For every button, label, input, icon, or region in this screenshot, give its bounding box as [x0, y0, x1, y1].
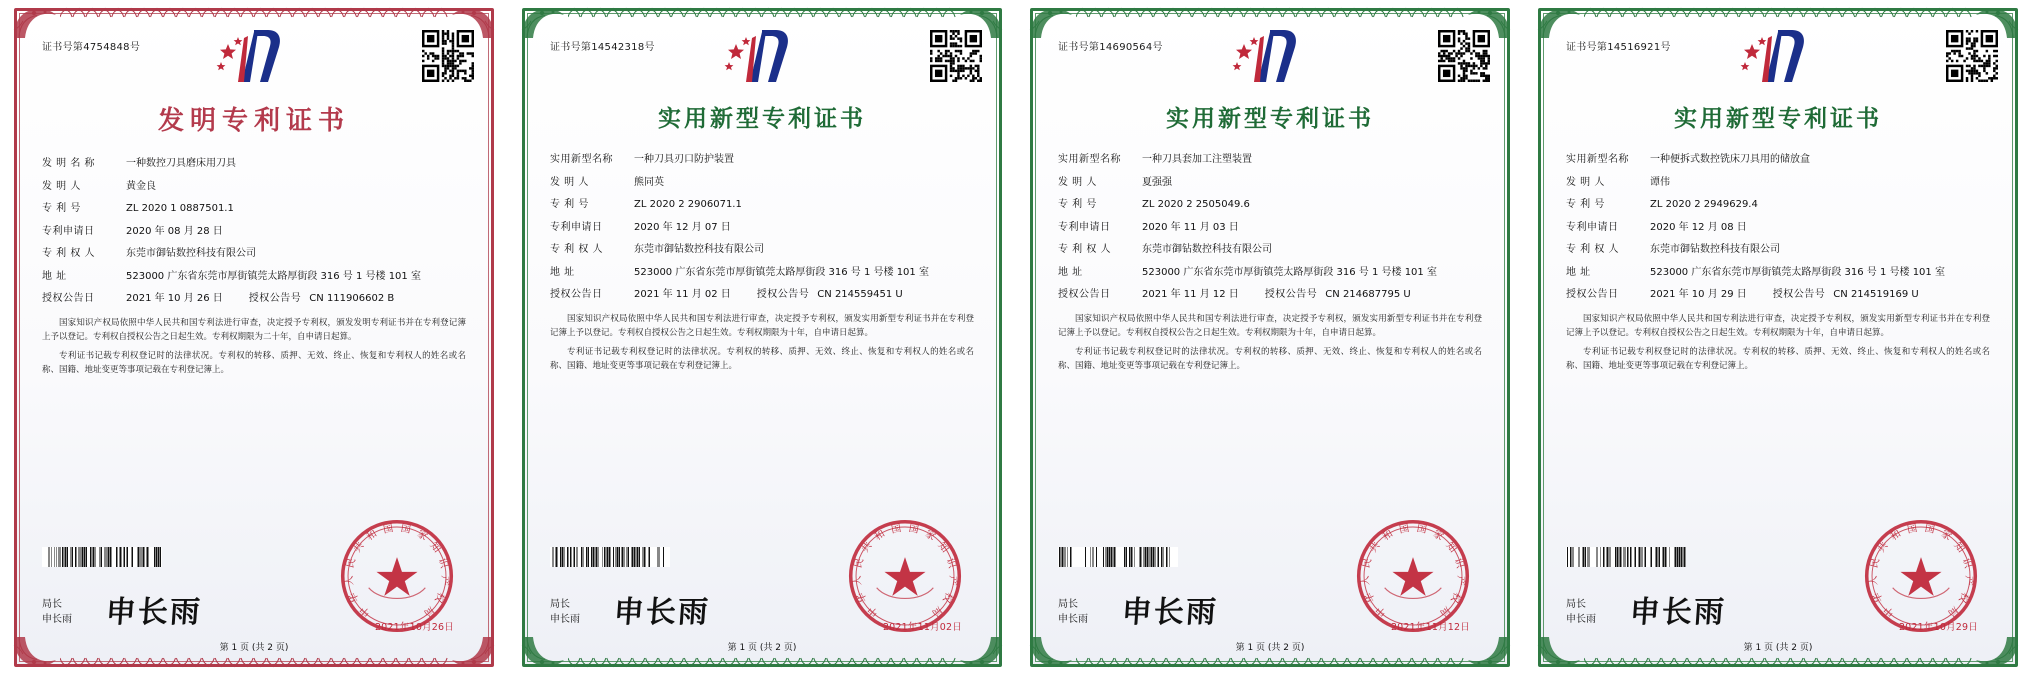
chief-signature-block: [550, 597, 580, 627]
field-label-secondary: 授权公告号: [248, 293, 302, 304]
chief-label: 局长: [42, 599, 62, 610]
official-seal-icon: [1354, 517, 1472, 635]
field-label: 地 址: [1058, 266, 1083, 278]
qr-code-icon: [422, 30, 474, 82]
field-row: [550, 198, 976, 212]
certificate-number-value: 14542318: [591, 42, 645, 53]
field-label: 专 利 号: [550, 199, 589, 210]
svg-text:局: 局: [1945, 603, 1961, 619]
certificate-content: [536, 22, 988, 653]
svg-text:权: 权: [940, 590, 955, 605]
svg-text:家: 家: [1430, 528, 1446, 544]
certificate-content: [28, 22, 480, 653]
svg-text:国: 国: [907, 523, 920, 536]
field-row: [550, 288, 976, 302]
field-value: 熊同英: [634, 176, 664, 188]
certificate-number: [550, 38, 655, 53]
chief-label: 局长: [1058, 599, 1078, 610]
field-row: [1566, 176, 1992, 190]
patent-certificate: [1524, 0, 2032, 677]
field-row: [1566, 266, 1992, 280]
certificate-number-label: 证书号第: [550, 42, 592, 53]
field-value: 一种数控刀具磨床用刀具: [126, 158, 236, 169]
chief-label: 局长: [550, 599, 570, 610]
field-label: 地 址: [42, 270, 67, 282]
field-value: 谭伟: [1650, 176, 1670, 188]
svg-text:识: 识: [1451, 556, 1466, 570]
svg-text:家: 家: [922, 528, 938, 544]
svg-text:产: 产: [1454, 575, 1467, 587]
field-value: 2021 年 10 月 29 日: [1650, 289, 1747, 300]
field-row: [1566, 221, 1992, 235]
qr-code-icon: [1946, 30, 1998, 82]
field-value: 东莞市御钻数控科技有限公司: [1650, 244, 1780, 255]
svg-text:局: 局: [421, 603, 437, 619]
field-label: 地 址: [550, 266, 575, 278]
svg-text:华: 华: [1871, 590, 1886, 605]
svg-text:民: 民: [1360, 556, 1375, 570]
certificate-content: [1044, 22, 1496, 653]
field-label: 授权公告日: [550, 289, 603, 300]
field-value: 一种刀具刃口防护装置: [634, 154, 734, 165]
svg-text:华: 华: [347, 590, 362, 605]
svg-text:共: 共: [351, 540, 367, 555]
patent-certificate: [0, 0, 508, 677]
svg-text:人: 人: [343, 575, 356, 587]
field-label: 专利申请日: [1058, 221, 1111, 233]
certificate-header: [1044, 22, 1496, 94]
handwritten-signature: 申长雨: [612, 595, 711, 630]
cnipa-logo-icon: [716, 24, 808, 90]
patent-certificate: [508, 0, 1016, 677]
field-row: [1058, 176, 1484, 190]
page-footer: 第 1 页 (共 2 页): [1235, 643, 1305, 653]
svg-text:中: 中: [1373, 603, 1389, 619]
legal-paragraph: 国家知识产权局依照中华人民共和国专利法进行审查，决定授予专利权，颁发发明专利证书并在专利登记簿上予以登记。专利权自授权公告之日起生效。专利权期限为二十年，自申请日起算。: [42, 317, 466, 342]
svg-text:家: 家: [414, 528, 430, 544]
svg-text:中: 中: [865, 603, 881, 619]
seal-date: 2021年11月12日: [1390, 622, 1470, 633]
field-value: 东莞市御钻数控科技有限公司: [1142, 244, 1272, 255]
field-label: 专 利 权 人: [550, 244, 604, 255]
field-label: 专 利 号: [1058, 199, 1097, 210]
svg-text:局: 局: [929, 603, 945, 619]
certificate-number-suffix: 号: [1152, 42, 1163, 53]
field-value: 2020 年 11 月 03 日: [1142, 221, 1239, 233]
field-row: [42, 157, 468, 171]
svg-text:人: 人: [1359, 575, 1372, 587]
legal-paragraph: 专利证书记载专利权登记时的法律状况。专利权的转移、质押、无效、终止、恢复和专利权人的姓名或名称、国籍、地址变更等事项记载在专利登记簿上。: [42, 350, 466, 375]
chief-name: 申长雨: [550, 614, 580, 625]
field-value-secondary: CN 111906602 B: [309, 293, 395, 304]
field-row: [550, 221, 976, 235]
certificate-number: [1566, 38, 1671, 53]
handwritten-signature: 申长雨: [1628, 595, 1727, 630]
field-label: 发 明 人: [1566, 176, 1605, 188]
field-value: 523000 广东省东莞市厚街镇莞太路厚街段 316 号 1 号楼 101 室: [1142, 266, 1437, 278]
field-label: 专 利 号: [1566, 199, 1605, 210]
field-value-secondary: CN 214559451 U: [817, 289, 903, 300]
legal-text: [42, 316, 466, 377]
official-seal-icon: [338, 517, 456, 635]
svg-text:识: 识: [943, 556, 958, 570]
svg-text:知: 知: [935, 540, 951, 555]
handwritten-signature: 申长雨: [104, 595, 203, 630]
field-row: [550, 243, 976, 257]
chief-name: 申长雨: [1566, 614, 1596, 625]
svg-text:国: 国: [1398, 523, 1411, 536]
field-label: 专 利 权 人: [1566, 244, 1620, 255]
official-seal-icon: [1862, 517, 1980, 635]
seal-date: 2021年10月29日: [1898, 622, 1978, 633]
field-label: 授权公告日: [1566, 289, 1619, 300]
barcode-icon: [1566, 547, 1686, 567]
field-row: [1566, 153, 1992, 167]
field-value: 2020 年 12 月 07 日: [634, 221, 731, 233]
field-label: 专利申请日: [1566, 221, 1619, 233]
field-row: [42, 180, 468, 194]
svg-text:国: 国: [890, 523, 903, 536]
legal-text: [1566, 312, 1990, 373]
field-value: ZL 2020 2 2949629.4: [1650, 199, 1758, 210]
patent-certificate: [1016, 0, 1524, 677]
field-value-secondary: CN 214687795 U: [1325, 289, 1411, 300]
svg-text:人: 人: [1867, 575, 1880, 587]
certificate-number-suffix: 号: [129, 42, 141, 53]
certificate-number-value: 14516921: [1607, 42, 1661, 53]
chief-name: 申长雨: [42, 614, 72, 625]
svg-text:和: 和: [872, 528, 888, 544]
legal-paragraph: 国家知识产权局依照中华人民共和国专利法进行审查，决定授予专利权，颁发实用新型专利证书并在专利登记簿上予以登记。专利权自授权公告之日起生效。专利权期限为十年，自申请日起算。: [1058, 313, 1482, 338]
cnipa-logo-icon: [208, 24, 300, 90]
svg-text:共: 共: [1875, 540, 1891, 555]
svg-text:产: 产: [946, 575, 959, 587]
field-value: 东莞市御钻数控科技有限公司: [634, 244, 764, 255]
chief-name: 申长雨: [1058, 614, 1088, 625]
chief-label: 局长: [1566, 599, 1586, 610]
svg-text:权: 权: [1448, 590, 1463, 605]
qr-code-icon: [930, 30, 982, 82]
svg-text:知: 知: [1443, 540, 1459, 555]
svg-text:和: 和: [1380, 528, 1396, 544]
page-title: 发明专利证书: [157, 106, 350, 136]
page-footer: 第 1 页 (共 2 页): [727, 643, 797, 653]
chief-signature-block: [1566, 597, 1596, 627]
field-label: 地 址: [1566, 266, 1591, 278]
seal-date: 2021年10月26日: [374, 622, 454, 633]
field-row: [1566, 288, 1992, 302]
field-label: 专利申请日: [550, 221, 603, 233]
field-label: 发 明 人: [550, 176, 589, 188]
certificate-number-label: 证书号第: [42, 42, 84, 53]
field-label: 专利申请日: [42, 225, 95, 237]
svg-text:识: 识: [1959, 556, 1974, 570]
field-row: [1058, 288, 1484, 302]
field-row: [1058, 153, 1484, 167]
field-value: ZL 2020 2 2505049.6: [1142, 199, 1250, 210]
svg-text:中: 中: [1881, 603, 1897, 619]
field-label: 专 利 权 人: [42, 248, 96, 259]
field-value: 523000 广东省东莞市厚街镇莞太路厚街段 316 号 1 号楼 101 室: [126, 270, 421, 282]
field-row: [550, 153, 976, 167]
field-row: [1058, 198, 1484, 212]
cnipa-logo-icon: [1732, 24, 1824, 90]
page-title: 实用新型专利证书: [1166, 105, 1374, 132]
certificate-number-suffix: 号: [1660, 42, 1671, 53]
field-value: ZL 2020 1 0887501.1: [126, 203, 234, 214]
cnipa-logo-icon: [1224, 24, 1316, 90]
field-label: 专 利 权 人: [1058, 244, 1112, 255]
field-list: [1552, 153, 2004, 302]
svg-text:国: 国: [1906, 523, 1919, 536]
field-row: [1058, 243, 1484, 257]
certificate-header: [1552, 22, 2004, 94]
svg-text:民: 民: [1868, 556, 1883, 570]
field-label: 发 明 名 称: [42, 158, 96, 169]
legal-paragraph: 国家知识产权局依照中华人民共和国专利法进行审查，决定授予专利权，颁发实用新型专利证书并在专利登记簿上予以登记。专利权自授权公告之日起生效。专利权期限为十年，自申请日起算。: [550, 313, 974, 338]
certificate-header: [536, 22, 988, 94]
chief-signature-block: [42, 597, 72, 627]
legal-paragraph: 国家知识产权局依照中华人民共和国专利法进行审查，决定授予专利权，颁发实用新型专利证书并在专利登记簿上予以登记。专利权自授权公告之日起生效。专利权期限为十年，自申请日起算。: [1566, 313, 1990, 338]
svg-text:华: 华: [1363, 590, 1378, 605]
field-value: 夏强强: [1142, 176, 1172, 188]
svg-text:产: 产: [438, 575, 451, 587]
svg-text:国: 国: [399, 523, 412, 536]
field-label-secondary: 授权公告号: [756, 289, 810, 300]
field-row: [550, 266, 976, 280]
field-value: 2021 年 11 月 12 日: [1142, 289, 1239, 300]
page-footer: 第 1 页 (共 2 页): [219, 643, 289, 653]
legal-text: [1058, 312, 1482, 373]
certificate-number-value: 4754848: [83, 42, 130, 53]
page-title: 实用新型专利证书: [658, 105, 866, 132]
certificate-number: [42, 38, 140, 53]
field-value: 2020 年 12 月 08 日: [1650, 221, 1747, 233]
svg-text:家: 家: [1938, 528, 1954, 544]
barcode-icon: [550, 547, 670, 567]
field-value: 东莞市御钻数控科技有限公司: [126, 248, 256, 259]
field-label: 发 明 人: [1058, 176, 1097, 188]
certificate-number-label: 证书号第: [1058, 42, 1100, 53]
field-label: 实用新型名称: [1058, 154, 1121, 165]
field-label: 专 利 号: [42, 203, 81, 214]
certificate-number-label: 证书号第: [1566, 42, 1608, 53]
legal-paragraph: 专利证书记载专利权登记时的法律状况。专利权的转移、质押、无效、终止、恢复和专利权人的姓名或名称、国籍、地址变更等事项记载在专利登记簿上。: [1566, 346, 1990, 371]
svg-text:知: 知: [1951, 540, 1967, 555]
field-list: [28, 157, 480, 306]
field-list: [536, 153, 988, 302]
field-value: 2020 年 08 月 28 日: [126, 225, 223, 237]
field-label: 实用新型名称: [1566, 154, 1629, 165]
field-value: 一种便拆式数控铣床刀具用的储放盒: [1650, 154, 1810, 165]
field-label: 授权公告日: [42, 293, 95, 304]
svg-text:权: 权: [1956, 590, 1971, 605]
certificate-number-suffix: 号: [644, 42, 655, 53]
barcode-icon: [42, 547, 162, 567]
svg-text:民: 民: [852, 556, 867, 570]
field-row: [42, 225, 468, 239]
field-label-secondary: 授权公告号: [1264, 289, 1318, 300]
svg-text:知: 知: [427, 540, 443, 555]
field-row: [1058, 221, 1484, 235]
page-title: 实用新型专利证书: [1674, 105, 1882, 132]
field-value-secondary: CN 214519169 U: [1833, 289, 1919, 300]
field-value: 523000 广东省东莞市厚街镇莞太路厚街段 316 号 1 号楼 101 室: [634, 266, 929, 278]
certificate-number: [1058, 38, 1163, 53]
field-label: 授权公告日: [1058, 289, 1111, 300]
svg-text:和: 和: [1888, 528, 1904, 544]
svg-text:民: 民: [344, 556, 359, 570]
svg-text:共: 共: [859, 540, 875, 555]
svg-text:和: 和: [364, 528, 380, 544]
field-value: 一种刀具套加工注塑装置: [1142, 154, 1252, 165]
field-row: [1058, 266, 1484, 280]
svg-text:中: 中: [357, 603, 373, 619]
svg-text:权: 权: [432, 590, 447, 605]
official-seal-icon: [846, 517, 964, 635]
field-label-secondary: 授权公告号: [1772, 289, 1826, 300]
svg-text:产: 产: [1962, 575, 1975, 587]
handwritten-signature: 申长雨: [1120, 595, 1219, 630]
field-row: [1566, 243, 1992, 257]
field-label: 实用新型名称: [550, 154, 613, 165]
svg-text:国: 国: [1923, 523, 1936, 536]
qr-code-icon: [1438, 30, 1490, 82]
seal-date: 2021年11月02日: [882, 622, 962, 633]
legal-text: [550, 312, 974, 373]
legal-paragraph: 专利证书记载专利权登记时的法律状况。专利权的转移、质押、无效、终止、恢复和专利权人的姓名或名称、国籍、地址变更等事项记载在专利登记簿上。: [550, 346, 974, 371]
legal-paragraph: 专利证书记载专利权登记时的法律状况。专利权的转移、质押、无效、终止、恢复和专利权人的姓名或名称、国籍、地址变更等事项记载在专利登记簿上。: [1058, 346, 1482, 371]
svg-text:华: 华: [855, 590, 870, 605]
field-value: 黄金良: [126, 180, 156, 192]
field-row: [42, 292, 468, 306]
certificate-number-value: 14690564: [1099, 42, 1153, 53]
field-row: [42, 247, 468, 261]
field-value: 523000 广东省东莞市厚街镇莞太路厚街段 316 号 1 号楼 101 室: [1650, 266, 1945, 278]
svg-text:人: 人: [851, 575, 864, 587]
barcode-icon: [1058, 547, 1178, 567]
field-list: [1044, 153, 1496, 302]
field-row: [42, 270, 468, 284]
field-row: [42, 202, 468, 216]
certificate-content: [1552, 22, 2004, 653]
chief-signature-block: [1058, 597, 1088, 627]
field-value: 2021 年 10 月 26 日: [126, 293, 223, 304]
certificate-header: [28, 22, 480, 94]
field-row: [550, 176, 976, 190]
svg-text:共: 共: [1367, 540, 1383, 555]
svg-text:国: 国: [382, 523, 395, 536]
svg-text:局: 局: [1437, 603, 1453, 619]
svg-text:识: 识: [435, 556, 450, 570]
field-value: ZL 2020 2 2906071.1: [634, 199, 742, 210]
field-row: [1566, 198, 1992, 212]
field-label: 发 明 人: [42, 180, 81, 192]
page-footer: 第 1 页 (共 2 页): [1743, 643, 1813, 653]
svg-text:国: 国: [1415, 523, 1428, 536]
field-value: 2021 年 11 月 02 日: [634, 289, 731, 300]
